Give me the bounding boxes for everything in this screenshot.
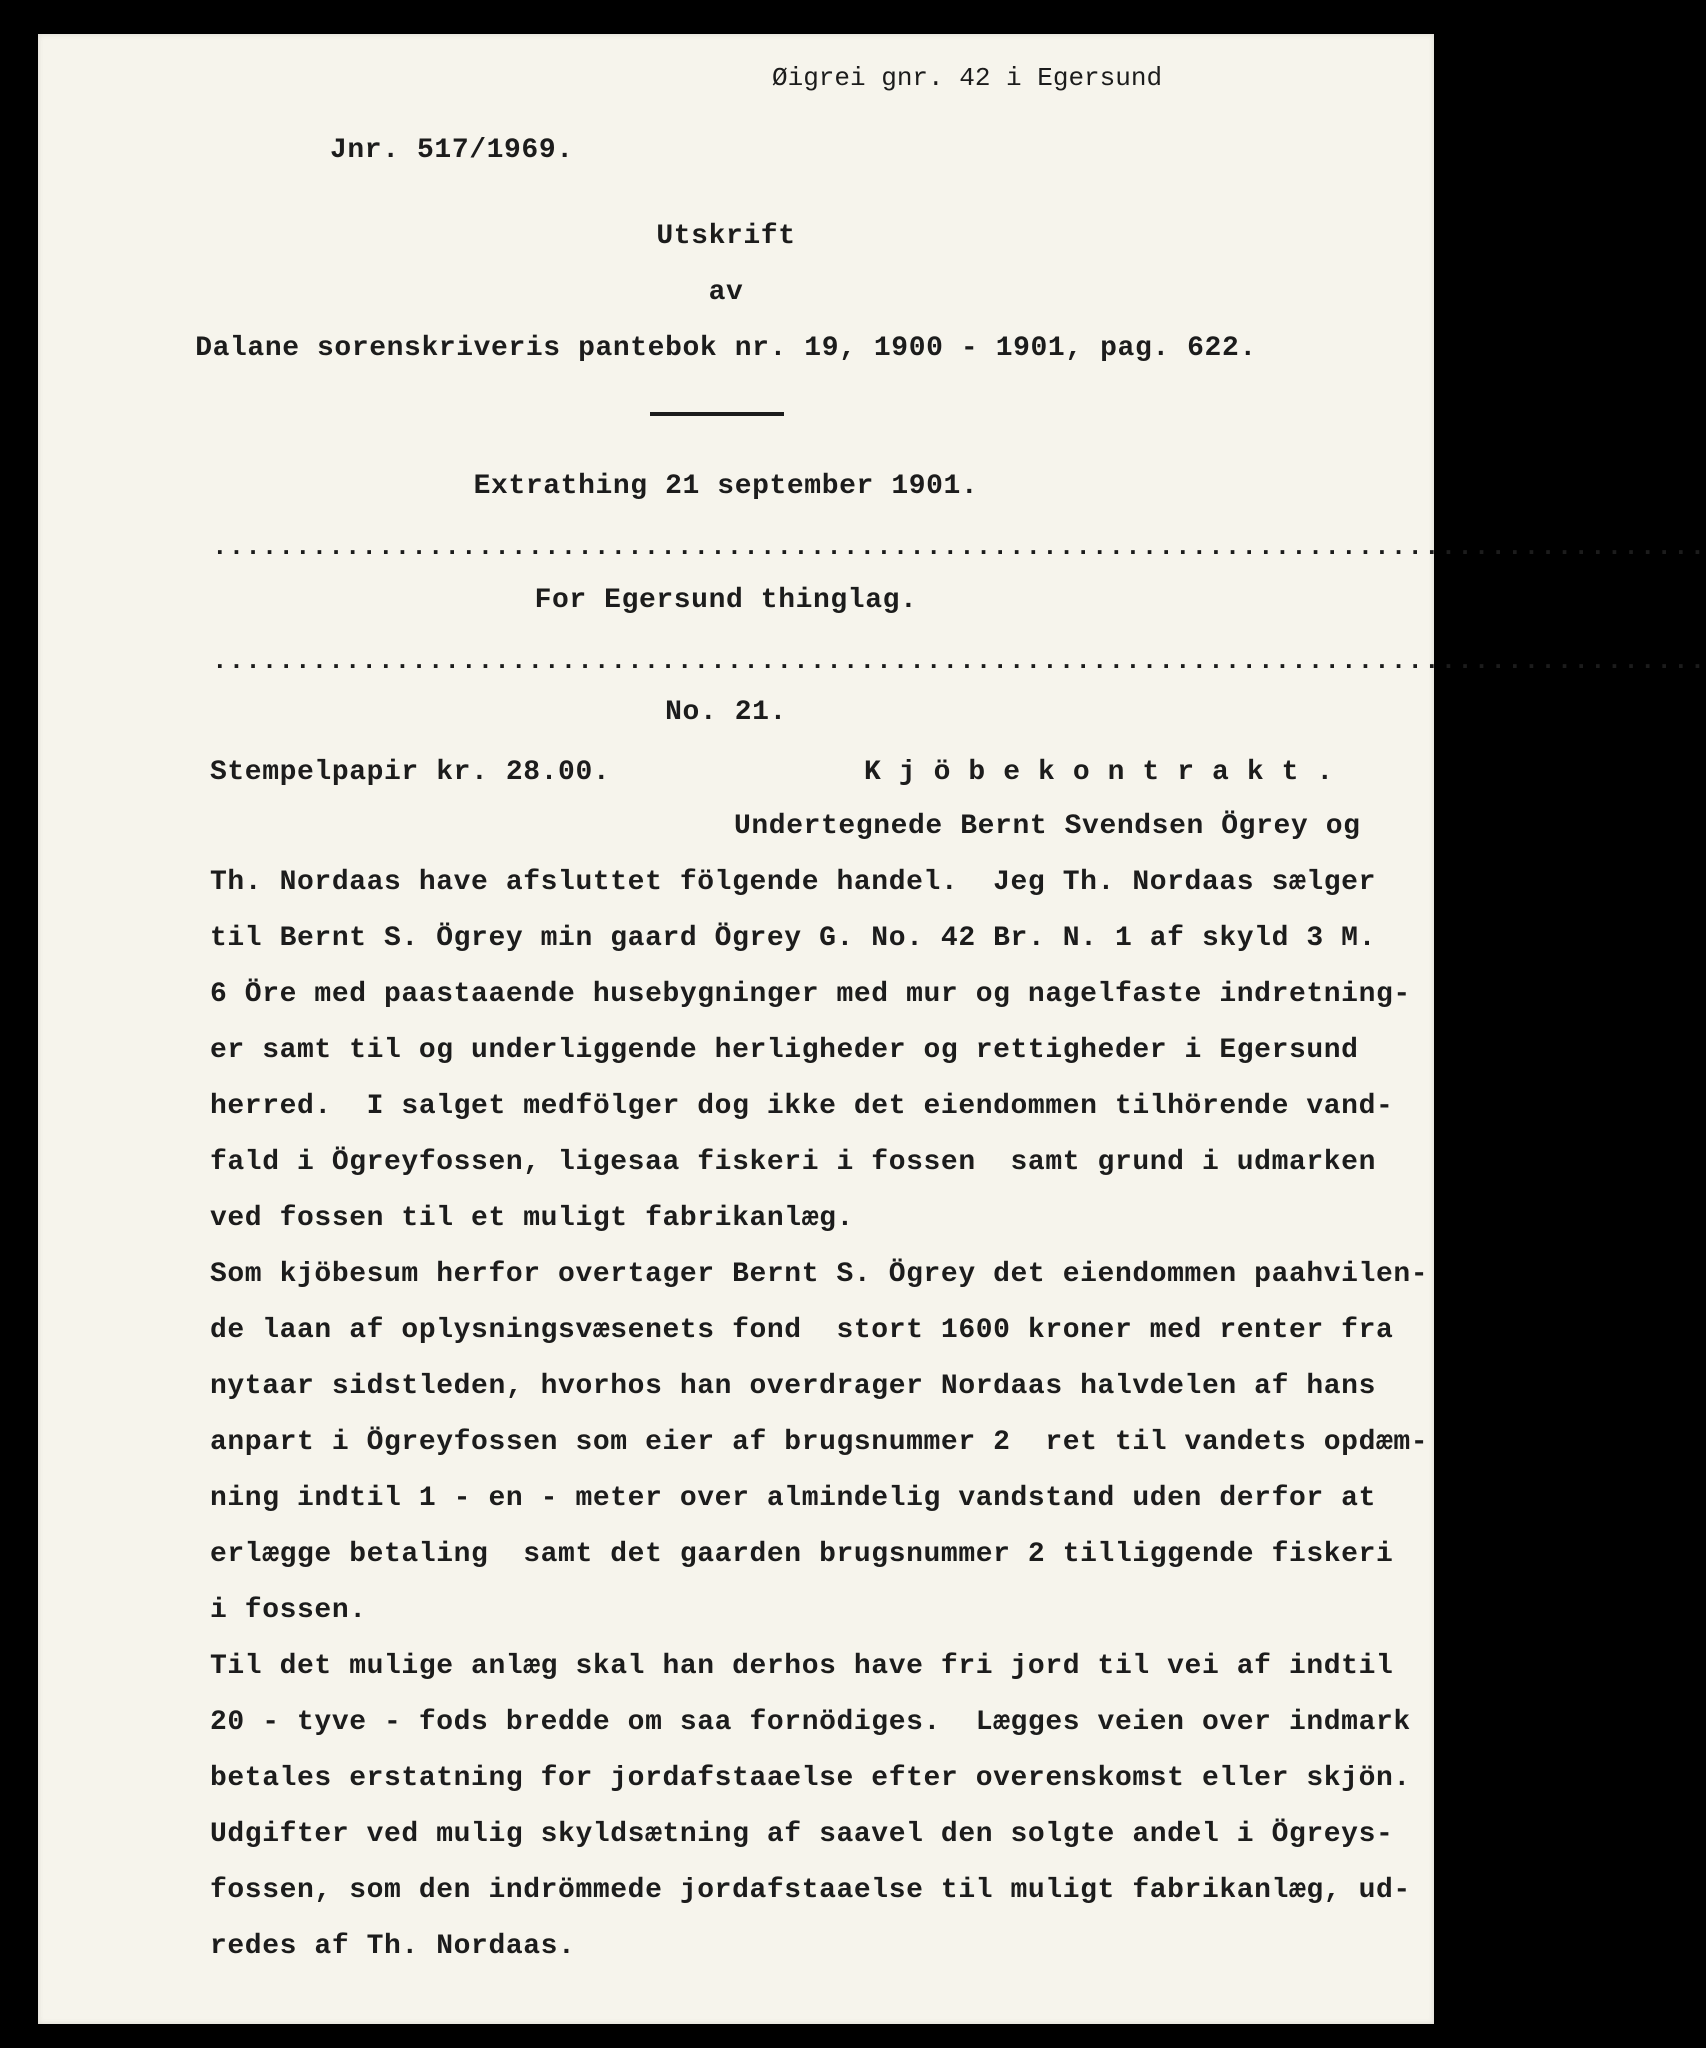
- body-line: i fossen.: [210, 1595, 367, 1626]
- body-line: Udgifter ved mulig skyldsætning af saavel den solgte andel i Ögreys-: [210, 1819, 1394, 1850]
- body-line: 6 Öre med paastaaende husebygninger med mur og nagelfaste indretning-: [210, 979, 1411, 1010]
- body-line: ved fossen til et muligt fabrikanlæg.: [210, 1203, 854, 1234]
- body-line: 20 - tyve - fods bredde om saa fornödiges. Lægges veien over indmark: [210, 1707, 1411, 1738]
- dotted-divider: ..........................................................................................: [212, 532, 1706, 562]
- header-reference: Øigrei gnr. 42 i Egersund: [772, 63, 1163, 93]
- body-line: fossen, som den indrömmede jordafstaaelse til muligt fabrikanlæg, ud-: [210, 1875, 1411, 1906]
- journal-number: Jnr. 517/1969.: [330, 135, 574, 166]
- body-line: anpart i Ögreyfossen som eier af brugsnummer 2 ret til vandets opdæm-: [210, 1427, 1429, 1458]
- dotted-divider: ..........................................................................................: [212, 646, 1706, 676]
- session-heading: Extrathing 21 september 1901.: [473, 471, 979, 502]
- title-line-2: av: [708, 277, 744, 308]
- body-line: er samt til og underliggende herligheder og rettigheder i Egersund: [210, 1035, 1359, 1066]
- body-line: Som kjöbesum herfor overtager Bernt S. Ögrey det eiendommen paahvilen-: [210, 1259, 1429, 1290]
- body-line: ning indtil 1 - en - meter over almindelig vandstand uden derfor at: [210, 1483, 1376, 1514]
- body-line: de laan af oplysningsvæsenets fond stort 1600 kroner med renter fra: [210, 1315, 1394, 1346]
- body-line: Til det mulige anlæg skal han derhos have fri jord til vei af indtil: [210, 1651, 1394, 1682]
- divider-rule: [650, 412, 784, 416]
- body-line: betales erstatning for jordafstaaelse efter overenskomst eller skjön.: [210, 1763, 1411, 1794]
- title-line-3: Dalane sorenskriveris pantebok nr. 19, 1900 - 1901, pag. 622.: [195, 333, 1257, 364]
- body-line: Th. Nordaas have afsluttet fölgende handel. Jeg Th. Nordaas sælger: [210, 867, 1376, 898]
- body-line: erlægge betaling samt det gaarden brugsnummer 2 tilliggende fiskeri: [210, 1539, 1394, 1570]
- body-line: herred. I salget medfölger dog ikke det eiendommen tilhörende vand-: [210, 1091, 1394, 1122]
- district-heading: For Egersund thinglag.: [534, 585, 918, 616]
- contract-title: Kjöbekontrakt.: [864, 757, 1352, 788]
- body-line: til Bernt S. Ögrey min gaard Ögrey G. No. 42 Br. N. 1 af skyld 3 M.: [210, 923, 1376, 954]
- body-line: Undertegnede Bernt Svendsen Ögrey og: [734, 811, 1361, 842]
- body-line: nytaar sidstleden, hvorhos han overdrager Nordaas halvdelen af hans: [210, 1371, 1376, 1402]
- case-number: No. 21.: [665, 697, 787, 728]
- body-line: redes af Th. Nordaas.: [210, 1931, 576, 1962]
- body-line: fald i Ögreyfossen, ligesaa fiskeri i fossen samt grund i udmarken: [210, 1147, 1376, 1178]
- title-line-1: Utskrift: [656, 221, 796, 252]
- stamp-paper-note: Stempelpapir kr. 28.00.: [210, 757, 611, 788]
